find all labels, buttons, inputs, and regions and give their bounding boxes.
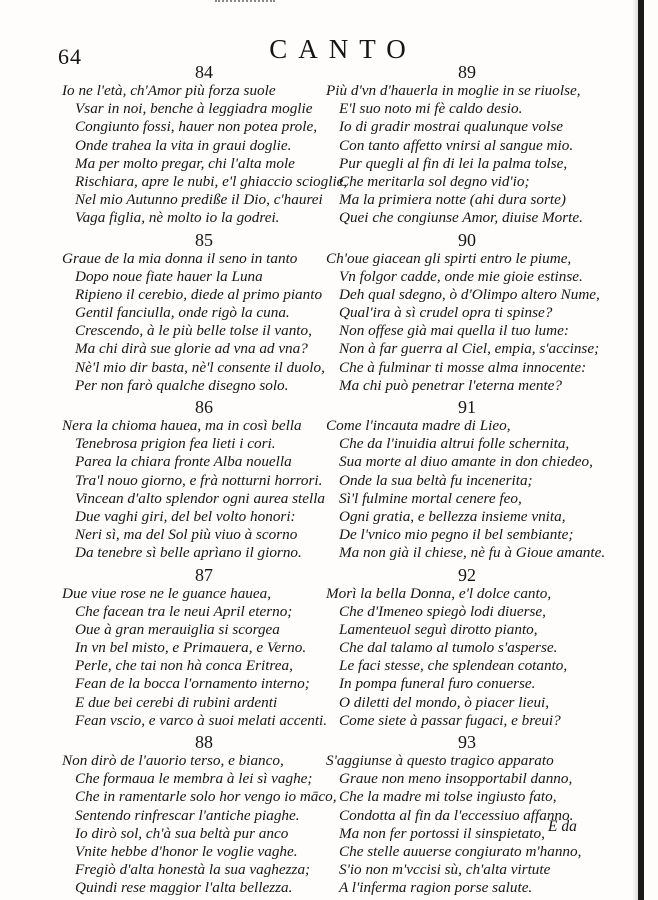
verse-line: Ripieno il cerebio, diede al primo pianto (75, 285, 323, 303)
verse-line: Da tenebre sì belle aprìano il giorno. (75, 544, 302, 562)
running-head: CANTO (269, 34, 417, 64)
verse-line: Io dirò sol, ch'à sua beltà pur anco (75, 824, 289, 842)
verse-line: Vaga figlia, nè molto io la godrei. (75, 209, 280, 227)
stanza (62, 60, 348, 228)
stanza-number: 89 (458, 62, 476, 82)
verse-line: Ma per molto pregar, chi l'alta mole (75, 154, 295, 172)
verse-line: Che à fulminar ti mosse alma innocente: (339, 358, 587, 376)
verse-line: Che d'Imeneo spiegò lodi diuerse, (339, 602, 546, 620)
verse-line: Nel mio Autunno prediße il Dio, c'haurei (75, 191, 323, 209)
verse-line: Le faci stesse, che splendean cotanto, (339, 657, 568, 675)
verse-line: De l'vnico mio pegno il bel sembiante; (339, 526, 574, 544)
stanza-number: 85 (195, 229, 213, 250)
verse-line: Quindi rese maggior l'alta bellezza. (75, 879, 293, 897)
verse-line: Io ne l'età, ch'Amor più forza suole (62, 82, 276, 99)
verse-line: Nè'l mio dir basta, nè'l consente il duolo, (75, 358, 325, 376)
verse-line: E due bei cerebi di rubini ardenti (75, 693, 278, 711)
verse-line: Non dirò de l'auorio terso, e bianco, (62, 752, 284, 769)
verse-line: Dopo noue fiate hauer la Luna (75, 267, 263, 285)
verse-line: Per non farò qualche disegno solo. (75, 376, 289, 394)
verse-line: Fean de la bocca l'ornamento interno; (75, 675, 310, 693)
stanza-number: 86 (195, 397, 213, 417)
verse-line: S'io non m'vccisi sù, ch'alta virtute (339, 861, 551, 879)
verse-line: Onde la sua beltà fu incenerita; (339, 471, 533, 489)
verse-line: Con tanto affetto vnirsi al sangue mio. (339, 136, 574, 154)
verse-line: Vsar in noi, benche à leggiadra moglie (75, 100, 313, 118)
verse-line: Che in ramentarle solo hor vengo io māco, (75, 788, 337, 806)
left-column (62, 60, 348, 898)
verse-line: Rischiara, apre le nubi, e'l ghiaccio scioglie, (75, 172, 348, 190)
verse-line: Morì la bella Donna, e'l dolce canto, (326, 584, 552, 602)
verse-line: Tra'l nouo giorno, e frà notturni horrori. (75, 471, 323, 489)
stanza-number: 87 (195, 564, 213, 585)
stanza-number: 92 (458, 564, 476, 585)
verse-line: Vincean d'alto splendor ogni aurea stella (75, 489, 326, 507)
top-smudge (215, 0, 275, 8)
stanza (326, 60, 598, 228)
verse-line: Nera la chioma hauea, ma in così bella (62, 417, 302, 434)
stanza-number: 93 (458, 732, 476, 752)
verse-line: Crescendo, à le più belle tolse il vanto, (75, 322, 312, 340)
verse-line: E'l suo noto mi fè caldo desio. (339, 100, 523, 118)
stanza-number: 91 (458, 397, 476, 417)
verse-line: Ma la primiera notte (ahi dura sorte) (339, 191, 566, 209)
verse-line: Perle, che tai non hà conca Eritrea, (75, 657, 293, 675)
stanza-number: 84 (195, 62, 213, 82)
verse-line: Sua morte al diuo amante in don chiedeo, (339, 453, 593, 471)
verse-line: Fean vscio, e varco à suoi melati accenti. (75, 711, 328, 729)
stanza (326, 730, 598, 898)
verse-line: Fregiò d'alta honestà la sua vaghezza; (75, 861, 311, 879)
verse-line: Che meritarla sol degno vid'io; (339, 172, 530, 190)
verse-line: Ma non già il chiese, nè fu à Gioue amante. (339, 544, 606, 562)
stanza-number: 88 (195, 732, 213, 752)
verse-line: Due vaghi giri, del bel volto honori: (75, 507, 296, 525)
verse-line: Che formaua le membra à lei sì vaghe; (75, 770, 313, 788)
stanza (326, 228, 598, 396)
verse-line: Sì'l fulmine mortal cenere feo, (339, 489, 522, 507)
stanza (326, 395, 606, 563)
verse-line: Oue à gran merauiglia si scorgea (75, 620, 280, 638)
stanza (62, 228, 324, 396)
verse-line: Come l'incauta madre di Lieo, (326, 417, 511, 434)
verse-line: Non à far guerra al Ciel, empia, s'accinse; (339, 340, 600, 358)
stanza (62, 730, 337, 898)
stanza (62, 395, 324, 563)
verse-line: Gentil fanciulla, onde rigò la cuna. (75, 304, 290, 322)
verse-line: Congiunto fossi, hauer non potea prole, (75, 118, 318, 136)
verse-line: S'aggiunse à questo tragico apparato (326, 752, 554, 769)
verse-line: Vnite hebbe d'honor le voglie vaghe. (75, 842, 298, 860)
verse-line: Io di gradir mostrai qualunque volse (339, 118, 564, 136)
verse-line: Che stelle auuerse congiurato m'hanno, (339, 842, 582, 860)
verse-line: Ma chi dirà sue glorie ad vna ad vna? (75, 340, 308, 358)
verse-line: Che la madre mi tolse ingiusto fato, (339, 788, 557, 806)
verse-line: A l'inferma ragion porse salute. (339, 879, 533, 897)
verse-line: Ch'oue giacean gli spirti entro le piume, (326, 249, 572, 267)
verse-line: Non offese già mai quella il tuo lume: (339, 322, 569, 340)
verse-line: Come siete à passar fugaci, e breui? (339, 711, 561, 729)
book-spine-edge (638, 0, 644, 900)
verse-line: Sentendo rinfrescar l'antiche piaghe. (75, 806, 300, 824)
stanza-number: 90 (458, 229, 476, 250)
verse-line: Quei che congiunse Amor, diuise Morte. (339, 209, 583, 227)
verse-line: Graue de la mia donna il seno in tanto (62, 249, 298, 267)
verse-line: In pompa funeral furo conuerse. (339, 675, 536, 693)
verse-line: Condotta al fin da l'eccessiuo affanno. (339, 806, 574, 824)
verse-line: Ma chi può penetrar l'eterna mente? (339, 376, 562, 394)
verse-line: Graue non meno insopportabil danno, (339, 770, 573, 788)
verse-line: Ogni gratia, e bellezza insieme vnita, (339, 507, 566, 525)
verse-line: Lamenteuol seguì dirotto pianto, (339, 620, 538, 638)
verse-line: Che facean tra le neui April eterno; (75, 602, 293, 620)
verse-line: In vn bel misto, e Primauera, e Verno. (75, 639, 307, 657)
verse-line: Vn folgor cadde, onde mie gioie estinse. (339, 267, 583, 285)
verse-line: Parea la chiara fronte Alba nouella (75, 453, 292, 471)
verse-line: Ma non fer portossi il sinspietato, (339, 824, 545, 842)
catchword: E da (548, 818, 577, 835)
verse-line: Che da l'inuidia altrui folle schernita, (339, 435, 570, 453)
verse-line: Pur quegli al fin di lei la palma tolse, (339, 154, 568, 172)
right-column (326, 60, 606, 898)
verse-line: Onde trahea la vita in graui doglie. (75, 136, 292, 154)
verse-line: Tenebrosa prigion fea lieti i cori. (75, 435, 276, 453)
verse-line: Due viue rose ne le guance hauea, (62, 584, 272, 602)
verse-line: Neri sì, ma del Sol più viuo à scorno (75, 526, 298, 544)
verse-line: Qual'ira à sì crudel opra ti spinse? (339, 304, 553, 322)
verse-line: O diletti del mondo, ò piacer lieui, (339, 693, 550, 711)
verse-line: Deh qual sdegno, ò d'Olimpo altero Nume, (339, 285, 600, 303)
stanza (62, 563, 328, 731)
page-number: 64 (58, 44, 82, 69)
stanza (326, 563, 598, 731)
verse-line: Che dal talamo al tumolo s'asperse. (339, 639, 558, 657)
verse-line: Più d'vn d'hauerla in moglie in se riuolse, (326, 82, 581, 99)
